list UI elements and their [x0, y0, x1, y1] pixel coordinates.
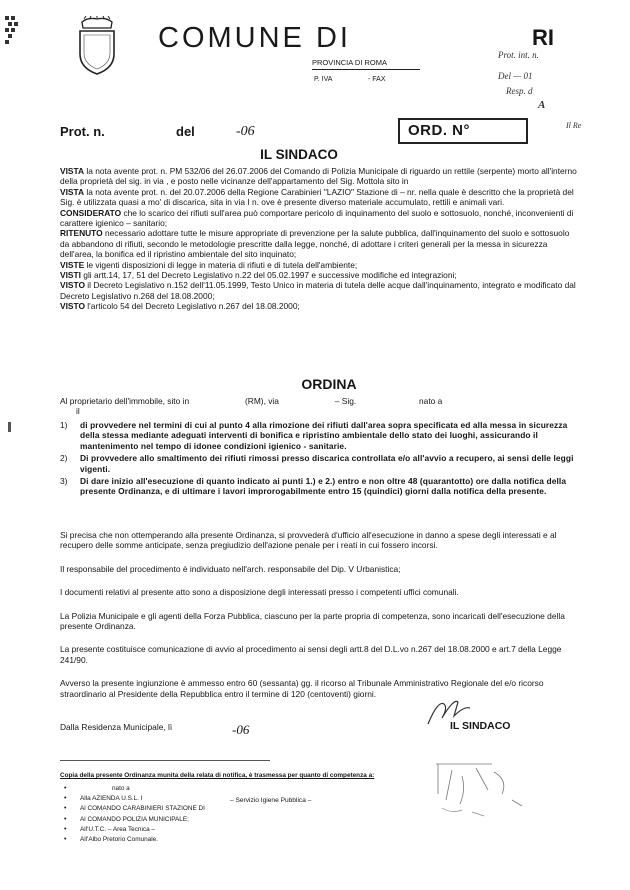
- closing-paragraph: Si precisa che non ottemperando alla presente Ordinanza, si provvederà d'ufficio all'esecuzione in danno a spese degli interessati e al recupero delle somme anticipate, senza pregiudizio dell'azione penale per i reati in cui fossero incorsi.: [60, 530, 557, 551]
- closing-paragraphs: [60, 530, 580, 712]
- handwritten-del: Del — 01: [498, 71, 533, 81]
- order-number: 2): [60, 453, 68, 464]
- preamble-paragraph: VISTI gli artt.14, 17, 51 del Decreto Legislativo n.22 del 05.02.1997 e successive modifiche ed integrazioni;: [60, 270, 457, 281]
- del-label: del: [176, 124, 195, 139]
- ordinance-number-box: [398, 118, 528, 144]
- residenza-date-suffix: -06: [232, 722, 250, 737]
- prot-label: Prot. n.: [60, 124, 105, 139]
- handwritten-resp: Resp. d: [506, 86, 533, 96]
- fax-label: - FAX: [368, 76, 386, 83]
- piva-label: P. IVA: [314, 76, 333, 83]
- closing-paragraph: Avverso la presente ingiunzione è ammesso entro 60 (sessanta) gg. il ricorso al Tribunale Amministrativo Regionale del e/o ricorso straordinario al Presidente della Repubblica entro il termine di 120 (centoventi) giorni.: [60, 678, 544, 699]
- servizio-igiene-label: – Servizio Igiene Pubblica –: [230, 797, 312, 804]
- closing-paragraph: Il responsabile del procedimento è individuato nell'arch. responsabile del Dip. V Urbanistica;: [60, 563, 401, 574]
- header-rule: [312, 69, 420, 70]
- distribution-item: • All'U.T.C. – Area Tecnica –: [60, 825, 460, 835]
- distribution-item: • nato a: [60, 784, 460, 794]
- scan-smudge: [8, 422, 11, 432]
- distribution-list: [60, 784, 460, 845]
- preamble-paragraph: VISTO il Decreto Legislativo n.152 dell'11.05.1999, Testo Unico in materia di tutela delle acque dall'inquinamento, integrato e modificato dal Decreto Legislativo n.268 del 18.08.2000;: [60, 280, 576, 301]
- handwritten-a: A: [538, 99, 546, 111]
- proprietario-line: Al proprietario dell'immobile, sito in (RM), via – Sig. nato a: [60, 396, 443, 406]
- residenza-line: Dalla Residenza Municipale, lì: [60, 722, 173, 732]
- preamble-paragraph: VISTE le vigenti disposizioni di legge in materia di rifiuti e di tutela dell'ambiente;: [60, 259, 358, 270]
- order-item: [60, 453, 580, 474]
- proprietario-il: il: [76, 406, 80, 416]
- handwritten-prot-int: Prot. int. n.: [498, 50, 539, 60]
- preamble-paragraph: RITENUTO necessario adottare tutte le misure appropriate di prevenzione per la salute pubblica, dall'inquinamento del suolo e sottosuolo da abbandono di rifiuti, secondo le metodologie prescritte dalla legge, nonché, di adottare i criteri generali per la messa in sicurezza dell'area, la bonifica ed il ripristino ambientale del sito inquinato;: [60, 228, 570, 260]
- sindaco-heading: IL SINDACO: [260, 147, 338, 162]
- provincia-label: PROVINCIA DI ROMA: [312, 58, 388, 67]
- order-number: 3): [60, 476, 68, 487]
- prot-date-suffix: -06: [236, 124, 255, 139]
- comune-crest-icon: [76, 16, 118, 76]
- preamble-paragraph: VISTA la nota avente prot. n. PM 532/06 del 26.07.2006 del Comando di Polizia Municipale di riguardo un rettile (serpente) morto all'interno della proprietà del sig. in via , e posto nelle vicinanze dell'appartamento del Sig. Mottola sito in: [60, 166, 577, 187]
- preamble-paragraph: CONSIDERATO che lo scarico dei rifiuti sull'area può comportare pericolo di inquinamento del suolo e sottosuolo, nonché, inconvenienti di carattere igienico – sanitario;: [60, 207, 574, 229]
- order-text: di provvedere nel termini di cui al punto 4 alla rimozione dei rifiuti dall'area sopra specificata ed alla messa in sicurezza della stessa mediante adeguati interventi di bonifica e ripristino ambientale dello stato dei luoghi, assicurando il mantenimento nel tempo di idonee condizioni igienico - sanitarie.: [80, 420, 568, 451]
- handwritten-scribble-icon: [432, 760, 528, 824]
- distribution-item: • Al COMANDO CARABINIERI STAZIONE DI: [60, 804, 460, 814]
- order-item: [60, 420, 580, 451]
- section-divider: [60, 760, 270, 761]
- distribution-item: • All'Albo Pretorio Comunale.: [60, 835, 460, 845]
- distribution-heading: Copia della presente Ordinanza munita della relata di notifica, è trasmessa per quanto di competenza a:: [60, 772, 375, 779]
- order-number: 1): [60, 420, 68, 430]
- comune-title: COMUNE DI: [158, 22, 351, 54]
- preamble: [60, 166, 580, 312]
- preamble-paragraph: VISTA la nota avente prot. n. del 20.07.2006 della Regione Carabinieri "LAZIO" Stazione di – nr. nella quale è descritto che la proprietà del Sig. è utilizzata quasi a mo' di discarica, sita in via I n. ove è presente diverso materiale accumulato, rettili e animali vari.: [60, 186, 574, 208]
- distribution-item: • Alla AZIENDA U.S.L. I: [60, 794, 460, 804]
- ordinance-number-label: ORD. N°: [408, 122, 470, 139]
- order-text: Di provvedere allo smaltimento dei rifiuti rimossi presso discarica controllata e/o all'avvio a recupero, ai sensi delle leggi vigenti.: [80, 453, 574, 474]
- order-text: Di dare inizio all'esecuzione di quanto indicato ai punti 1.) e 2.) entro e non oltre 48 (quarantotto) ore dalla notifica della presente Ordinanza, e di ultimare i lavori improrogabilmente entro 15 (quindici) giorni dalla notifica della presente.: [80, 476, 567, 497]
- order-item: [60, 476, 580, 497]
- preamble-paragraph: VISTO l'articolo 54 del Decreto Legislativo n.267 del 18.08.2000;: [60, 301, 300, 312]
- closing-paragraph: I documenti relativi al presente atto sono a disposizione degli interessati presso i competenti uffici comunali.: [60, 587, 459, 598]
- handwritten-il-re: Il Re: [566, 121, 582, 130]
- distribution-item: • Al COMANDO POLIZIA MUNICIPALE;: [60, 815, 460, 825]
- closing-paragraph: La Polizia Municipale e gli agenti della Forza Pubblica, ciascuno per la parte propria di competenza, sono incaricati dell'esecuzione della presente Ordinanza.: [60, 610, 565, 632]
- order-list: [60, 420, 580, 499]
- scan-corner-mark: [4, 14, 20, 48]
- il-sindaco-signature-label: IL SINDACO: [450, 720, 511, 732]
- ordina-heading: ORDINA: [301, 376, 357, 392]
- closing-paragraph: La presente costituisce comunicazione di avvio al procedimento ai sensi degli artt.8 del D.L.vo n.267 del 18.08.2000 e art.7 della Legge 241/90.: [60, 644, 562, 665]
- comune-title-tail: RI: [532, 25, 554, 50]
